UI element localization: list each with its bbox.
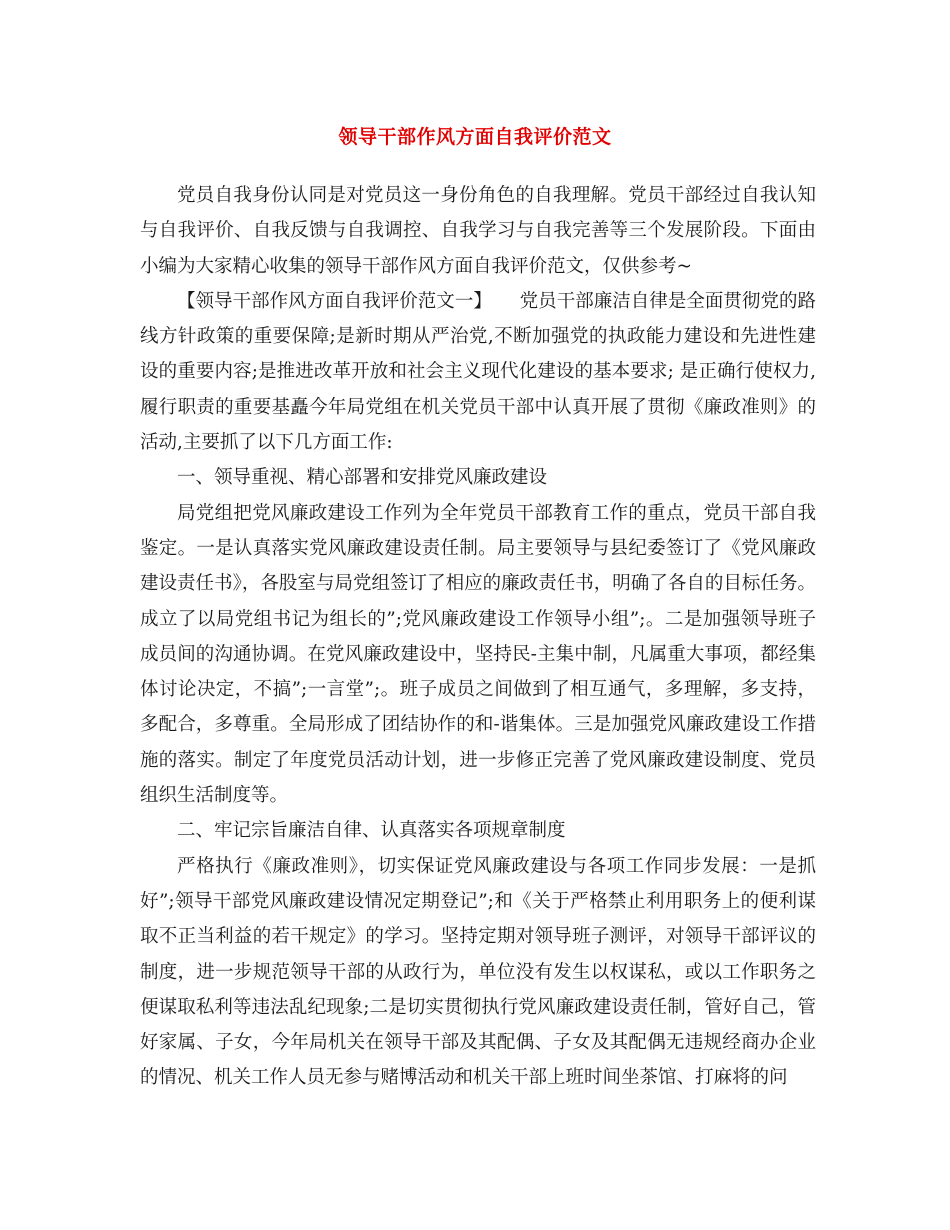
paragraph-section-two: 严格执行《廉政准则》，切实保证党风廉政建设与各项工作同步发展：一是抓好”;领导干部党风廉政建设情况定期登记”;和《关于严格禁止利用职务上的便利谋取不正当利益的若干规定》的学习。坚持定期对领导班子测评，对领导干部评议的制度，进一步规范领导干部的从政行为，单位没有发生以权谋私，或以工作职务之便谋取私利等违法乱纪现象;二是切实贯彻执行党风廉政建设责任制，管好自己，管好家属、子女，今年局机关在领导干部及其配偶、子女及其配偶无违规经商办企业的情况、机关工作人员无参与赌博活动和机关干部上班时间坐茶馆、打麻将的问 (140, 855, 816, 1089)
paragraph-section-one: 局党组把党风廉政建设工作列为全年党员干部教育工作的重点，党员干部自我鉴定。一是认真落实党风廉政建设责任制。局主要领导与县纪委签订了《党风廉政建设责任书》，各股室与局党组签订了相应的廉政责任书，明确了各自的目标任务。成立了以局党组书记为组长的”;党风廉政建设工作领导小组”;。二是加强领导班子成员间的沟通协调。在党风廉政建设中，坚持民-主集中制，凡属重大事项，都经集体讨论决定，不搞”;一言堂”;。班子成员之间做到了相互通气，多理解，多支持，多配合，多尊重。全局形成了团结协作的和-谐集体。三是加强党风廉政建设工作措施的落实。制定了年度党员活动计划，进一步修正完善了党风廉政建设制度、党员组织生活制度等。 (140, 502, 816, 807)
paragraph-intro: 党员自我身份认同是对党员这一身份角色的自我理解。党员干部经过自我认知与自我评价、自我反馈与自我调控、自我学习与自我完善等三个发展阶段。下面由小编为大家精心收集的领导干部作风方面自我评价范文，仅供参考~ (140, 185, 816, 277)
paragraph-sample-one: 【领导干部作风方面自我评价范文一】 党员干部廉洁自律是全面贯彻党的路线方针政策的重要保障;是新时期从严治党,不断加强党的执政能力建设和先进性建设的重要内容;是推进改革开放和社会主义现代化建设的基本要求; 是正确行使权力,履行职责的重要基矗今年局党组在机关党员干部中认真开展了贯彻《廉政准则》的活动,主要抓了以下几方面工作: (140, 290, 816, 454)
document-title: 领导干部作风方面自我评价范文 (338, 126, 612, 148)
section-heading-two: 二、牢记宗旨廉洁自律、认真落实各项规章制度 (177, 820, 566, 842)
document-body (140, 178, 816, 1096)
section-heading-one: 一、领导重视、精心部署和安排党风廉政建设 (177, 467, 548, 489)
